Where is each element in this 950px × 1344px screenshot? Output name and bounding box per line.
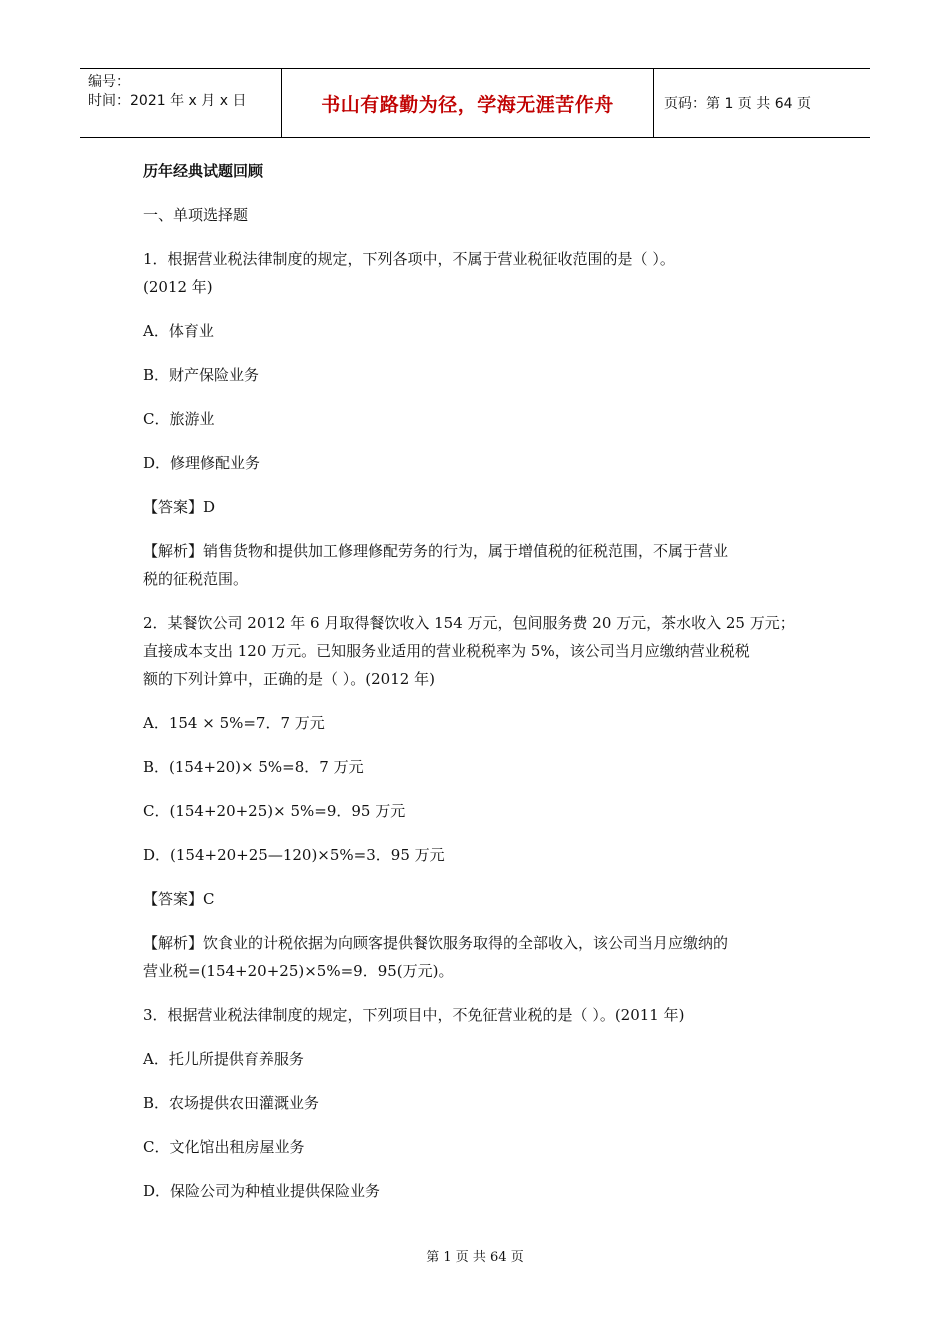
q2-stem-line1: 2．某餐饮公司 2012 年 6 月取得餐饮收入 154 万元，包间服务费 20 万元，茶水收入 25 万元；	[143, 614, 795, 632]
q2-option-d: D．(154+20+25—120)×5%=3．95 万元	[143, 846, 445, 864]
q3-option-a: A．托儿所提供育养服务	[143, 1050, 304, 1068]
page-header	[80, 68, 870, 138]
footer-page-number: 第 1 页 共 64 页	[426, 1250, 524, 1265]
q3-option-d: D．保险公司为种植业提供保险业务	[143, 1182, 381, 1200]
q2-analysis-line1: 【解析】饮食业的计税依据为向顾客提供餐饮服务取得的全部收入，该公司当月应缴纳的	[143, 934, 729, 952]
q1-answer: 【答案】D	[143, 498, 216, 516]
q1-option-c: C．旅游业	[143, 410, 215, 428]
q3-option-b: B．农场提供农田灌溉业务	[143, 1094, 320, 1112]
q2-stem-line2: 直接成本支出 120 万元。已知服务业适用的营业税税率为 5%，该公司当月应缴纳营业税税	[143, 642, 750, 660]
section-heading: 一、单项选择题	[143, 206, 249, 224]
number-label: 编号：	[88, 74, 130, 90]
q2-analysis-line2: 营业税=(154+20+25)×5%=9．95(万元)。	[143, 962, 454, 980]
q3-option-c: C．文化馆出租房屋业务	[143, 1138, 305, 1156]
header-motto-cell	[282, 69, 654, 137]
q2-option-b: B．(154+20)× 5%=8．7 万元	[143, 758, 364, 776]
q1-option-d: D．修理修配业务	[143, 454, 261, 472]
q3-stem-line1: 3．根据营业税法律制度的规定，下列项目中，不免征营业税的是（ ）。(2011 年)	[143, 1006, 685, 1024]
q1-option-b: B．财产保险业务	[143, 366, 260, 384]
q1-stem-line1: 1．根据营业税法律制度的规定，下列各项中，不属于营业税征收范围的是（ ）。	[143, 250, 675, 268]
q2-stem-line3: 额的下列计算中，正确的是（ ）。(2012 年)	[143, 670, 435, 688]
time-label: 时间：2021 年 x 月 x 日	[88, 93, 247, 109]
q2-option-c: C．(154+20+25)× 5%=9．95 万元	[143, 802, 406, 820]
q2-option-a: A．154 × 5%=7．7 万元	[143, 714, 325, 732]
document-title: 历年经典试题回顾	[143, 162, 264, 180]
q1-stem-line2: (2012 年)	[143, 278, 213, 296]
page-footer	[0, 1246, 950, 1265]
motto-text: 书山有路勤为径，学海无涯苦作舟	[321, 93, 614, 116]
q1-option-a: A．体育业	[143, 322, 214, 340]
q1-analysis-line2: 税的征税范围。	[143, 570, 249, 588]
q1-analysis-line1: 【解析】销售货物和提供加工修理修配劳务的行为，属于增值税的征税范围，不属于营业	[143, 542, 729, 560]
header-page-cell	[654, 69, 870, 137]
header-info-cell	[80, 69, 282, 137]
page-info: 页码：第 1 页 共 64 页	[664, 96, 811, 112]
q2-answer: 【答案】C	[143, 890, 215, 908]
